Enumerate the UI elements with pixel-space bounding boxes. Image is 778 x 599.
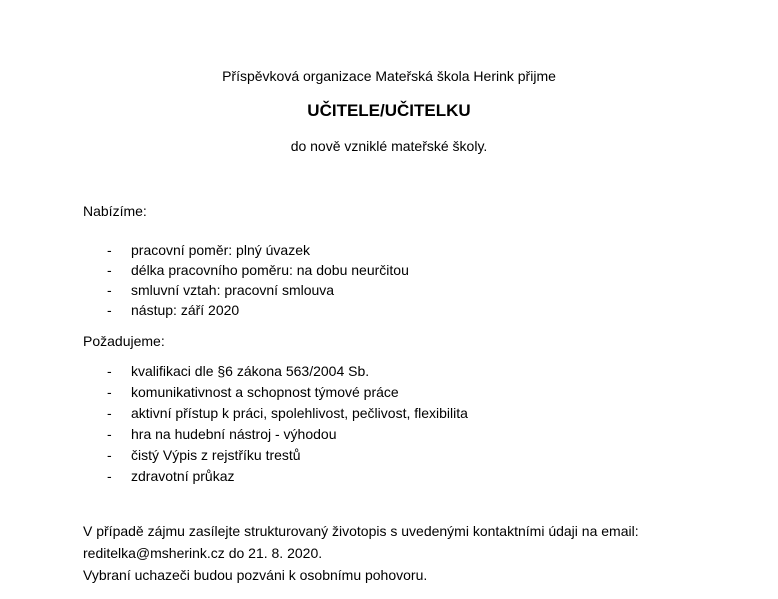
- bullet-dash: -: [107, 405, 112, 421]
- bullet-dash: -: [107, 384, 112, 400]
- requirement-item-text: aktivní přístup k práci, spolehlivost, pečlivost, flexibilita: [131, 405, 468, 421]
- offer-item-text: nástup: září 2020: [131, 302, 240, 318]
- bullet-dash: -: [107, 363, 112, 379]
- document-title: UČITELE/UČITELKU: [307, 101, 471, 120]
- bullet-dash: -: [107, 262, 112, 278]
- bullet-dash: -: [107, 282, 112, 298]
- requirement-item-text: komunikativnost a schopnost týmové práce: [131, 384, 399, 400]
- offer-item-text: smluvní vztah: pracovní smlouva: [131, 282, 335, 298]
- bullet-dash: -: [107, 447, 112, 463]
- footer-line-3: Vybraní uchazeči budou pozváni k osobnímu pohovoru.: [83, 567, 428, 583]
- bullet-dash: -: [107, 302, 112, 318]
- offer-heading: Nabízíme:: [83, 203, 147, 219]
- requirements-heading: Požadujeme:: [83, 333, 165, 349]
- offer-item-text: pracovní poměr: plný úvazek: [131, 242, 310, 258]
- document-subtitle: do nově vzniklé mateřské školy.: [290, 138, 488, 154]
- requirement-item-text: kvalifikaci dle §6 zákona 563/2004 Sb.: [131, 363, 370, 379]
- offer-item-text: délka pracovního poměru: na dobu neurčitou: [131, 262, 409, 278]
- bullet-dash: -: [107, 468, 112, 484]
- footer-line-1: V případě zájmu zasílejte strukturovaný životopis s uvedenými kontaktními údaji na email:: [83, 523, 639, 539]
- footer-line-2-email: reditelka@msherink.cz do 21. 8. 2020.: [83, 545, 323, 561]
- requirement-item-text: čistý Výpis z rejstříku trestů: [131, 447, 301, 463]
- bullet-dash: -: [107, 426, 112, 442]
- intro-line: Příspěvková organizace Mateřská škola Herink přijme: [222, 68, 556, 84]
- requirement-item-text: zdravotní průkaz: [131, 468, 235, 484]
- footer-contact: [83, 520, 639, 586]
- requirement-item-text: hra na hudební nástroj - výhodou: [131, 426, 337, 442]
- bullet-dash: -: [107, 242, 112, 258]
